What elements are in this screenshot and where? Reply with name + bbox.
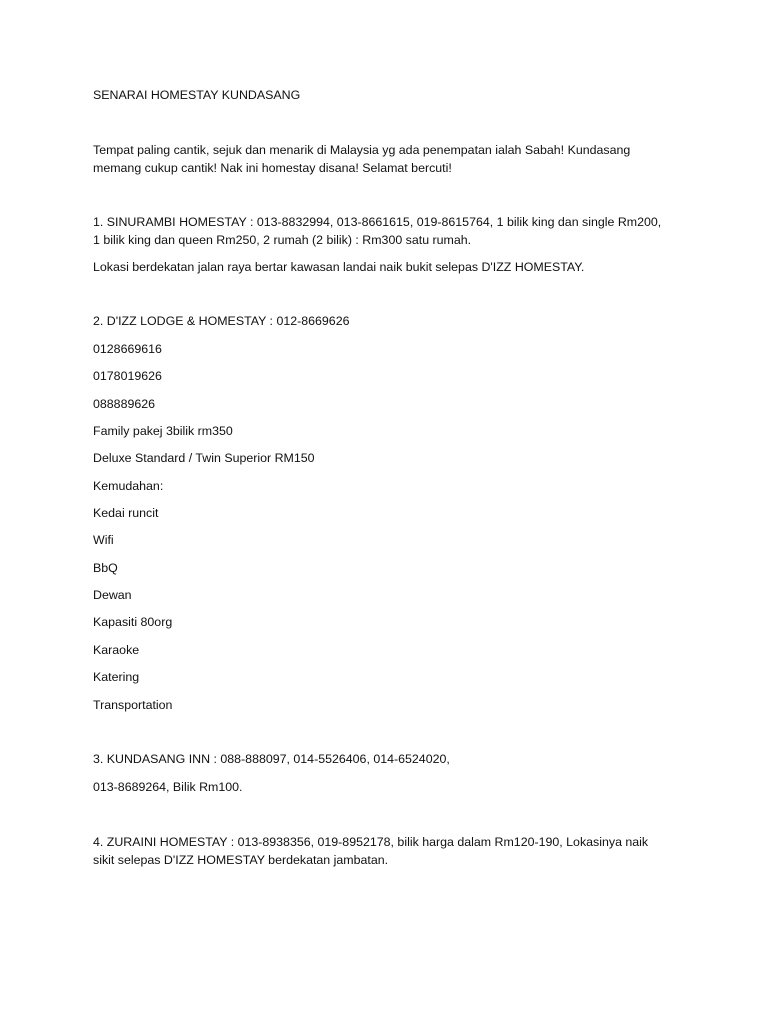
- item1-line-2: 1 bilik king dan queen Rm250, 2 rumah (2 bilik) : Rm300 satu rumah.: [93, 233, 472, 247]
- intro-line-1: Tempat paling cantik, sejuk dan menarik di Malaysia yg ada penempatan ialah Sabah! Kundasang: [93, 143, 631, 157]
- item1-location: Lokasi berdekatan jalan raya bertar kawasan landai naik bukit selepas D'IZZ HOMESTAY.: [93, 260, 585, 274]
- item2-line: Wifi: [93, 533, 114, 547]
- document-title: SENARAI HOMESTAY KUNDASANG: [93, 88, 301, 102]
- intro-line-2: memang cukup cantik! Nak ini homestay disana! Selamat bercuti!: [93, 161, 452, 175]
- item4-line-2: sikit selepas D'IZZ HOMESTAY berdekatan jambatan.: [93, 853, 389, 867]
- item1-line-1: 1. SINURAMBI HOMESTAY : 013-8832994, 013-8661615, 019-8615764, 1 bilik king dan single Rm200,: [93, 215, 662, 229]
- item2-line: Karaoke: [93, 643, 140, 657]
- item2-line: Katering: [93, 670, 140, 684]
- item2-line: BbQ: [93, 561, 118, 575]
- item2-line: Kedai runcit: [93, 506, 159, 520]
- item2-line: Transportation: [93, 698, 173, 712]
- item3-line-2: 013-8689264, Bilik Rm100.: [93, 780, 243, 794]
- item4-line-1: 4. ZURAINI HOMESTAY : 013-8938356, 019-8952178, bilik harga dalam Rm120-190, Lokasinya naik: [93, 835, 649, 849]
- item2-line: Dewan: [93, 588, 132, 602]
- item2-line: 0178019626: [93, 369, 162, 383]
- item2-line: Family pakej 3bilik rm350: [93, 424, 233, 438]
- item2-line: Deluxe Standard / Twin Superior RM150: [93, 451, 315, 465]
- item2-line: 0128669616: [93, 342, 162, 356]
- item2-line: Kapasiti 80org: [93, 615, 173, 629]
- item2-heading: 2. D'IZZ LODGE & HOMESTAY : 012-8669626: [93, 314, 350, 328]
- item3-line-1: 3. KUNDASANG INN : 088-888097, 014-5526406, 014-6524020,: [93, 752, 450, 766]
- item2-line: 088889626: [93, 397, 156, 411]
- item2-line: Kemudahan:: [93, 479, 164, 493]
